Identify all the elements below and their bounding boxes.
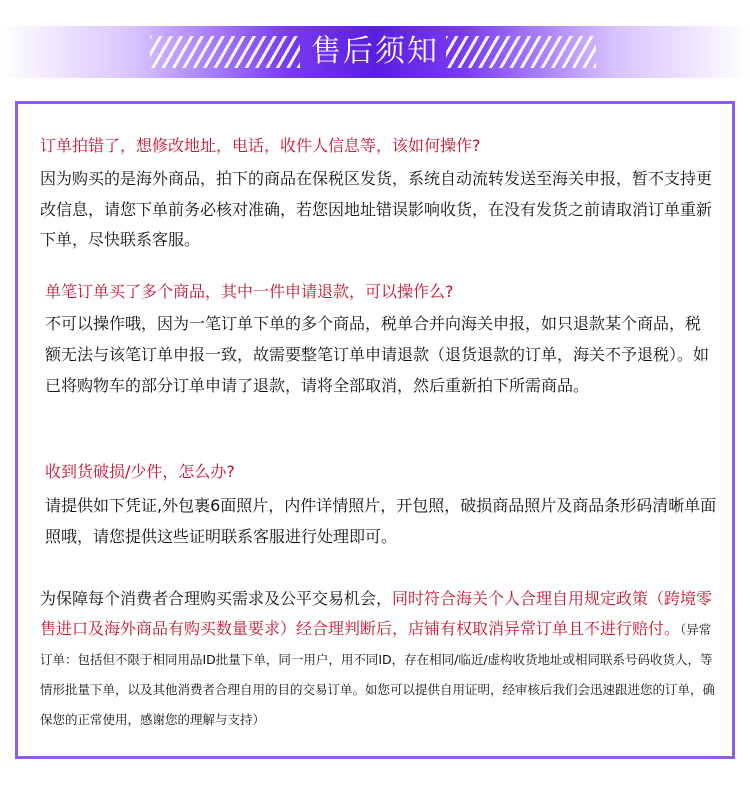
- faq-question-damaged: 收到货破损/少件，怎么办?: [45, 462, 235, 481]
- faq-question-partial-refund: 单笔订单买了多个商品，其中一件申请退款，可以操作么?: [45, 282, 454, 301]
- abnormal-order-policy: [40, 584, 715, 734]
- policy-note: （异常订单：包括但不限于相同用品ID批量下单，同一用户，用不同ID，存在相同/临近/虚构收货地址或相同联系号码收货人，等情形批量下单，以及其他消费者合理自用的目的交易订单。如您可以提供自用证明，经审核后我们会迅速跟进您的订单，确保您的正常使用，感谢您的理解与支持）: [40, 622, 716, 727]
- faq-answer-address: 因为购买的是海外商品，拍下的商品在保税区发货，系统自动流转发送至海关申报，暂不支持更改信息，请您下单前务必核对准确，若您因地址错误影响收货，在没有发货之前请取消订单重新下单，尽快联系客服。: [40, 169, 713, 249]
- title-banner: [0, 26, 750, 78]
- faq-question-address: 订单拍错了，想修改地址，电话，收件人信息等，该如何操作?: [40, 136, 481, 155]
- after-sales-notice-panel: [15, 101, 735, 759]
- page-title: 售后须知: [311, 34, 439, 69]
- faq-answer-damaged: 请提供如下凭证,外包裹6面照片，内件详情照片，开包照，破损商品照片及商品条形码清晰单面照哦，请您提供这些证明联系客服进行处理即可。: [45, 496, 717, 546]
- policy-highlight: 同时符合海关个人合理自用规定政策（跨境零售进口及海外商品有购买数量要求）经合理判断后，店铺有权取消异常订单且不进行赔付。: [40, 589, 713, 638]
- faq-answer-partial-refund: 不可以操作哦，因为一笔订单下单的多个商品，税单合并向海关申报，如只退款某个商品，税额无法与该笔订单申报一致，故需要整笔订单申请退款（退货退款的订单，海关不予退税）。如已将购物车的部分订单申请了退款，请将全部取消，然后重新拍下所需商品。: [45, 314, 710, 395]
- policy-intro: 为保障每个消费者合理购买需求及公平交易机会，: [40, 589, 393, 608]
